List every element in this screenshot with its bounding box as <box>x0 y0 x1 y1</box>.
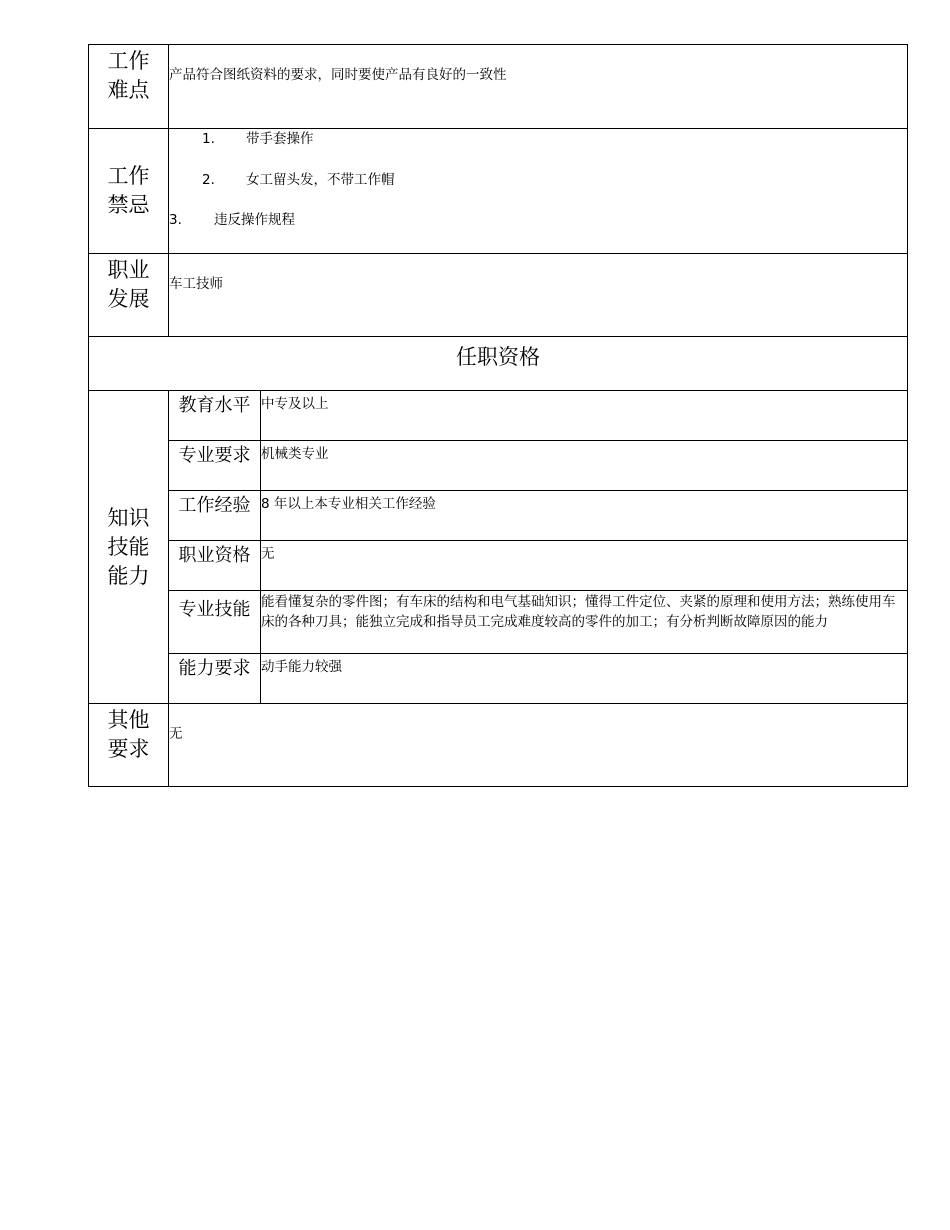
difficulty-row <box>89 45 908 129</box>
major-value: 机械类专业 <box>261 441 908 491</box>
list-item: 3. 违反操作规程 <box>169 212 295 228</box>
experience-label: 工作经验 <box>169 491 261 541</box>
qualification-row <box>89 391 908 441</box>
education-label: 教育水平 <box>169 391 261 441</box>
qualification-row <box>89 654 908 704</box>
career-label: 职业 发展 <box>89 254 169 337</box>
other-row <box>89 704 908 787</box>
skills-value: 能看懂复杂的零件图；有车床的结构和电气基础知识；懂得工件定位、夹紧的原理和使用方法；熟练使用车床的各种刀具；能独立完成和指导员工完成难度较高的零件的加工；有分析判断故障原因的能力 <box>261 591 908 654</box>
certificate-value: 无 <box>261 541 908 591</box>
taboo-row <box>89 129 908 254</box>
certificate-label: 职业资格 <box>169 541 261 591</box>
qualification-row <box>89 541 908 591</box>
ability-value: 动手能力较强 <box>261 654 908 704</box>
other-label: 其他 要求 <box>89 704 169 787</box>
ability-label: 能力要求 <box>169 654 261 704</box>
education-value: 中专及以上 <box>261 391 908 441</box>
taboo-list <box>169 129 908 254</box>
difficulty-value: 产品符合图纸资料的要求，同时要使产品有良好的一致性 <box>169 45 908 129</box>
section-title: 任职资格 <box>89 337 908 391</box>
career-value: 车工技师 <box>169 254 908 337</box>
list-item: 2. 女工留头发，不带工作帽 <box>202 171 395 188</box>
qualification-row <box>89 591 908 654</box>
list-item: 1. 带手套操作 <box>202 131 314 147</box>
qualifications-header-row <box>89 337 908 391</box>
job-description-table <box>88 44 908 787</box>
skills-label: 专业技能 <box>169 591 261 654</box>
experience-value: 8 年以上本专业相关工作经验 <box>261 491 908 541</box>
major-label: 专业要求 <box>169 441 261 491</box>
difficulty-label: 工作 难点 <box>89 45 169 129</box>
knowledge-skill-label: 知识 技能 能力 <box>89 391 169 704</box>
qualification-row <box>89 491 908 541</box>
career-row <box>89 254 908 337</box>
other-value: 无 <box>169 704 908 787</box>
qualification-row <box>89 441 908 491</box>
taboo-label: 工作 禁忌 <box>89 129 169 254</box>
